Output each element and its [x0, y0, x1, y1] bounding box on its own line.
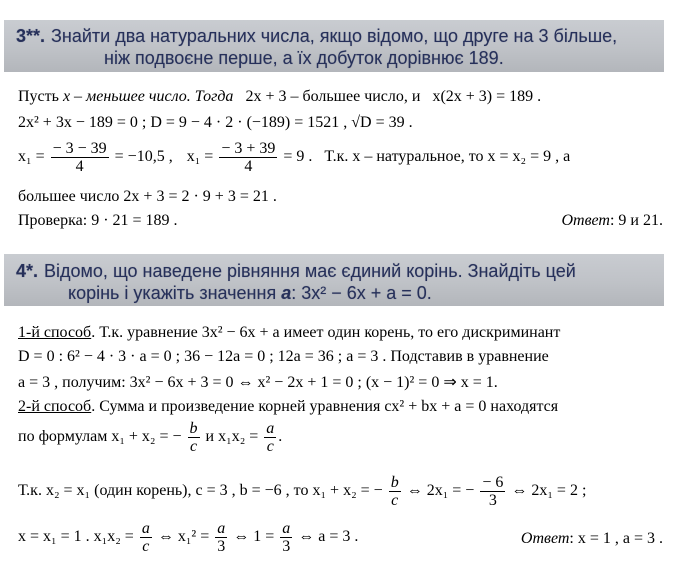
problem-4-number: 4*. — [16, 261, 39, 281]
method-1-label: 1-й способ — [18, 324, 92, 341]
problem-3-line-2: ніж подвоєне перше, а їх добуток дорівнює 189. — [104, 48, 504, 68]
problem-4-banner — [4, 254, 664, 306]
method-1-line-2: D = 0 : 6² − 4 · 3 · a = 0 ; 36 − 12a = 0 ; 12a = 36 ; a = 3 . Подставив в уравнение — [18, 348, 549, 365]
fraction-x1: $\frac{- 3 - 39}{4}$ — [52, 140, 107, 175]
method-2-line-3: Т.к. x₂ = x₁ (один корень), c = 3 , b = −6 , то x₁ + x₂ = − $\frac{b}{c}$ ⇔ 2x₁ = − $\frac{- 6}{3}$ ⇔ 2x₁ = 2 ; — [18, 474, 587, 509]
answer-4: Ответ: x = 1 , a = 3 . — [520, 530, 663, 547]
solution-3-line-1: Пусть x – меньшее число. Тогда 2x + 3 – большее число, и x(2x + 3) = 189 . — [18, 88, 542, 105]
method-1-line-1: 1-й способ. Т.к. уравнение 3x² − 6x + a имеет один корень, то его дискриминант — [18, 324, 561, 341]
fraction-x2: $\frac{- 3 + 39}{4}$ — [221, 140, 276, 175]
method-1-line-3: a = 3 , получим: 3x² − 6x + 3 = 0 ⇔ x² − 2x + 1 = 0 ; (x − 1)² = 0 ⇒ x = 1. — [18, 374, 498, 391]
solution-3-roots: x₁ = $\frac{- 3 - 39}{4}$ = −10,5 , x₁ = $\frac{- 3 + 39}{4}$ = 9 . Т.к. x – натуральное, то x = x₂ = 9 , а — [18, 140, 571, 175]
problem-4-line-2: корінь і укажіть значення a: 3x² − 6x + a = 0. — [68, 283, 432, 303]
problem-3-line-1: 3**. Знайти два натуральних числа, якщо відомо, що друге на 3 більше, — [16, 26, 618, 46]
problem-3-banner — [4, 20, 664, 72]
method-2-label: 2-й способ — [18, 398, 92, 415]
solution-3-line-4: большее число 2x + 3 = 2 · 9 + 3 = 21 . — [18, 188, 277, 205]
solution-3-line-2: 2x² + 3x − 189 = 0 ; D = 9 − 4 · 2 · (−189) = 1521 , √D = 39 . — [18, 114, 413, 131]
answer-3: Ответ: 9 и 21. — [561, 212, 663, 229]
solution-3-check-row — [18, 212, 663, 230]
check-text: Проверка: 9 · 21 = 189 . — [18, 212, 178, 229]
problem-3-number: 3**. — [16, 26, 46, 46]
solution-4 — [18, 324, 663, 559]
problem-4-line-1: 4*. Відомо, що наведене рівняння має єдиний корінь. Знайдіть цей — [16, 261, 576, 281]
method-2-line-2: по формулам x₁ + x₂ = − $\frac{b}{c}$ и x₁x₂ = $\frac{a}{c}$ . — [18, 420, 283, 455]
method-2-line-4: x = x₁ = 1 . x₁x₂ = $\frac{a}{c}$ ⇔ x₁² = $\frac{a}{3}$ ⇔ 1 = $\frac{a}{3}$ ⇔ a = 3 . Ответ: x = 1 , a = 3 . — [18, 520, 663, 555]
method-2-line-1: 2-й способ. Сумма и произведение корней уравнения cx² + bx + a = 0 находятся — [18, 398, 559, 415]
solution-3 — [18, 88, 663, 238]
